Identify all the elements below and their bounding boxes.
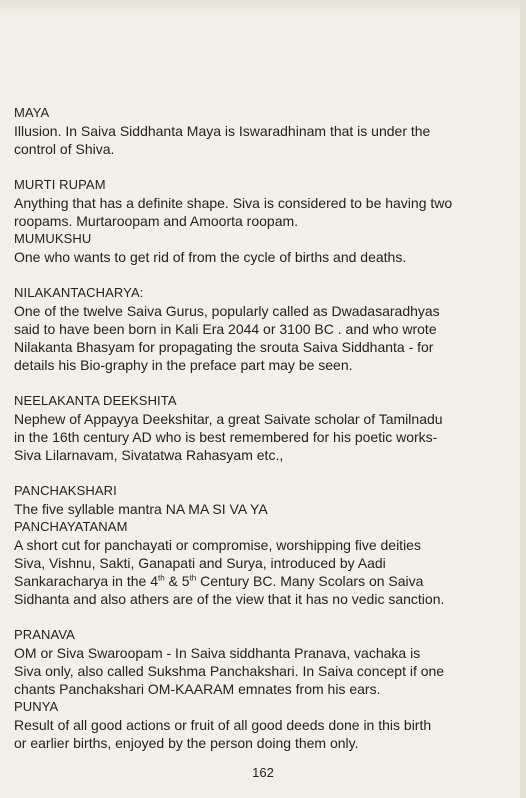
entry-panchayatanam [14, 518, 514, 608]
entry-pranava [14, 626, 514, 698]
entry-definition [14, 410, 514, 464]
definition-line: Siva, Vishnu, Sakti, Ganapati and Surya, introduced by Aadi [14, 555, 386, 571]
page-number: 162 [252, 765, 274, 780]
entry-definition [14, 194, 514, 230]
entry-definition [14, 122, 514, 158]
entry-panchakshari [14, 482, 514, 518]
superscript: th [157, 573, 165, 583]
definition-text: Century BC. Many Scolars on Saiva [196, 573, 424, 589]
entry-term: PANCHAKSHARI [14, 483, 117, 498]
definition-line: chants Panchakshari OM-KAARAM emnates from his ears. [14, 681, 381, 697]
definition-line: said to have been born in Kali Era 2044 or 3100 BC . and who wrote [14, 321, 437, 337]
superscript: th [189, 573, 197, 583]
definition-line: in the 16th century AD who is best remembered for his poetic works- [14, 429, 438, 445]
entry-neelakanta-deekshita [14, 392, 514, 464]
definition-line: OM or Siva Swaroopam - In Saiva siddhanta Pranava, vachaka is [14, 645, 421, 661]
definition-line: Siva Lilarnavam, Sivatatwa Rahasyam etc., [14, 447, 284, 463]
definition-line: Nilakanta Bhasyam for propagating the srouta Saiva Siddhanta - for [14, 339, 434, 355]
entry-maya [14, 104, 514, 158]
page-right-edge [520, 0, 526, 798]
entry-term: MURTI RUPAM [14, 177, 106, 192]
definition-line: Siva only, also called Sukshma Panchakshari. In Saiva concept if one [14, 663, 445, 679]
spacer [14, 374, 514, 392]
glossary-content [14, 104, 514, 752]
definition-line: One of the twelve Saiva Gurus, popularly called as Dwadasaradhyas [14, 303, 440, 319]
spacer [14, 608, 514, 626]
definition-line: Anything that has a definite shape. Siva is considered to be having two [14, 195, 453, 211]
definition-line: A short cut for panchayati or compromise, worshipping five deities [14, 537, 421, 553]
entry-term: PUNYA [14, 699, 59, 714]
definition-line: or earlier births, enjoyed by the person doing them only. [14, 735, 359, 751]
definition-text: & 5 [164, 573, 190, 589]
entry-term: MUMUKSHU [14, 231, 92, 246]
definition-line: The five syllable mantra NA MA SI VA YA [14, 501, 268, 517]
entry-mumukshu [14, 230, 514, 266]
entry-definition [14, 248, 514, 266]
definition-line: Result of all good actions or fruit of all good deeds done in this birth [14, 717, 432, 733]
entry-term: NILAKANTACHARYA: [14, 285, 144, 300]
spacer [14, 464, 514, 482]
definition-line: details his Bio-graphy in the preface part may be seen. [14, 357, 353, 373]
entry-definition [14, 536, 514, 608]
entry-punya [14, 698, 514, 752]
definition-line: roopams. Murtaroopam and Amoorta roopam. [14, 213, 299, 229]
definition-line: Nephew of Appayya Deekshitar, a great Saivate scholar of Tamilnadu [14, 411, 443, 427]
entry-definition [14, 644, 514, 698]
definition-line: Illusion. In Saiva Siddhanta Maya is Iswaradhinam that is under the [14, 123, 431, 139]
entry-term: PRANAVA [14, 627, 75, 642]
entry-nilakantacharya [14, 284, 514, 374]
entry-term: PANCHAYATANAM [14, 519, 128, 534]
definition-text: Sankaracharya in the 4 [14, 573, 158, 589]
entry-murti-rupam [14, 176, 514, 230]
spacer [14, 266, 514, 284]
entry-definition [14, 302, 514, 374]
definition-line [14, 572, 514, 590]
entry-definition [14, 716, 514, 752]
definition-line: One who wants to get rid of from the cycle of births and deaths. [14, 249, 407, 265]
definition-line: Sidhanta and also athers are of the view that it has no vedic sanction. [14, 591, 445, 607]
page-top-shadow [0, 0, 526, 14]
entry-definition [14, 500, 514, 518]
definition-line: control of Shiva. [14, 141, 115, 157]
entry-term: MAYA [14, 105, 50, 120]
spacer [14, 158, 514, 176]
entry-term: NEELAKANTA DEEKSHITA [14, 393, 177, 408]
